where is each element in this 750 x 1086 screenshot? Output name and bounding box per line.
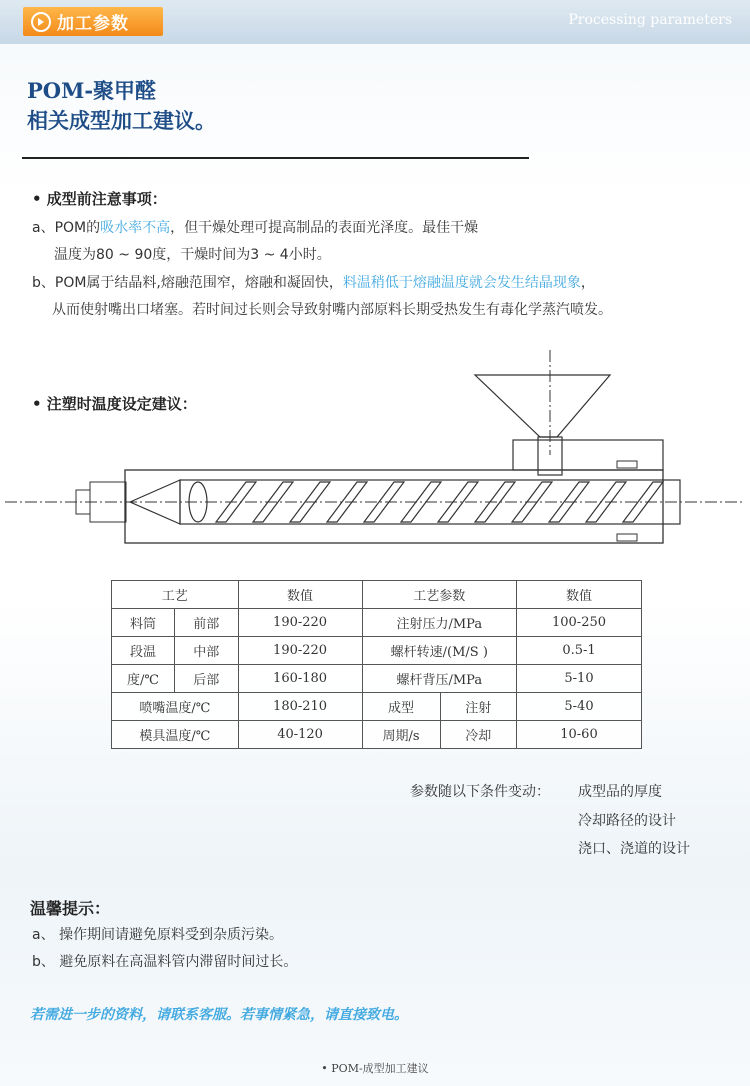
contact-notice: 若需进一步的资料，请联系客服。若事情紧急，请直接致电。 [30, 1007, 408, 1023]
section-tab-label: 加工参数 [57, 14, 129, 34]
barrel-label-3: 度/℃ [112, 665, 175, 693]
pressure-label: 注射压力/MPa [362, 609, 516, 637]
variation-item: 冷却路径的设计 [578, 813, 676, 829]
section-heading-pre-molding: • 成型前注意事项： [32, 190, 167, 208]
injection-machine-diagram [0, 345, 750, 555]
play-icon [31, 12, 51, 32]
rear-value: 160-180 [238, 665, 362, 693]
back-pressure-value: 5-10 [517, 665, 642, 693]
mold-value: 40-120 [238, 721, 362, 749]
header-english-title: Processing parameters [568, 12, 732, 28]
cool-label: 冷却 [440, 721, 516, 749]
pressure-value: 100-250 [517, 609, 642, 637]
variation-item: 成型品的厚度 [578, 784, 662, 800]
title-line-2: 相关成型加工建议。 [27, 108, 216, 133]
front-label: 前部 [175, 609, 239, 637]
header-value-2: 数值 [517, 581, 642, 609]
note-b-suffix: ， [580, 275, 595, 291]
tip-item: b、 避免原料在高温料管内滞留时间过长。 [32, 954, 298, 970]
table-row [112, 637, 642, 665]
note-a-rest: ，但干燥处理可提高制品的表面光泽度。最佳干燥 [170, 220, 479, 236]
cycle-label-1: 成型 [362, 693, 440, 721]
note-b-line2: 从而使射嘴出口堵塞。若时间过长则会导致射嘴内部原料长期受热发生有毒化学蒸汽喷发。 [52, 302, 612, 318]
front-value: 190-220 [238, 609, 362, 637]
table-row [112, 721, 642, 749]
variation-label: 参数随以下条件变动： [410, 784, 550, 800]
cycle-label-2: 周期/s [362, 721, 440, 749]
section-heading-temperature: • 注塑时温度设定建议： [32, 395, 197, 413]
mid-value: 190-220 [238, 637, 362, 665]
barrel-label-1: 料筒 [112, 609, 175, 637]
section-tab[interactable] [23, 7, 163, 36]
inject-value: 5-40 [517, 693, 642, 721]
note-a-line2: 温度为80 ~ 90度，干燥时间为3 ~ 4小时。 [54, 247, 331, 263]
header-process: 工艺 [112, 581, 239, 609]
parameter-table [111, 580, 642, 749]
tip-item: a、 操作期间请避免原料受到杂质污染。 [32, 927, 284, 943]
footer-caption: • POM-成型加工建议 [321, 1062, 429, 1075]
title-line-1: POM-聚甲醛 [27, 78, 157, 103]
table-header-row [112, 581, 642, 609]
tips-heading: 温馨提示： [30, 899, 111, 918]
note-a-prefix: a、POM的 [32, 220, 101, 236]
speed-value: 0.5-1 [517, 637, 642, 665]
divider [22, 157, 529, 159]
barrel-label-2: 段温 [112, 637, 175, 665]
note-a [32, 215, 478, 241]
note-a-highlight: 吸水率不高 [100, 220, 171, 236]
note-b-prefix: b、POM属于结晶料,熔融范围窄，熔融和凝固快， [32, 275, 343, 291]
mid-label: 中部 [175, 637, 239, 665]
mold-label: 模具温度/℃ [112, 721, 239, 749]
speed-label: 螺杆转速/(M/S ) [362, 637, 516, 665]
header-process-param: 工艺参数 [362, 581, 516, 609]
table-row [112, 609, 642, 637]
rear-label: 后部 [175, 665, 239, 693]
table-row [112, 693, 642, 721]
note-b [32, 270, 595, 296]
inject-label: 注射 [440, 693, 516, 721]
cool-value: 10-60 [517, 721, 642, 749]
nozzle-value: 180-210 [238, 693, 362, 721]
page-title [27, 76, 216, 136]
nozzle-label: 喷嘴温度/℃ [112, 693, 239, 721]
variation-item: 浇口、浇道的设计 [578, 841, 690, 857]
back-pressure-label: 螺杆背压/MPa [362, 665, 516, 693]
header-value: 数值 [238, 581, 362, 609]
table-row [112, 665, 642, 693]
note-b-highlight: 料温稍低于熔融温度就会发生结晶现象 [342, 275, 581, 291]
